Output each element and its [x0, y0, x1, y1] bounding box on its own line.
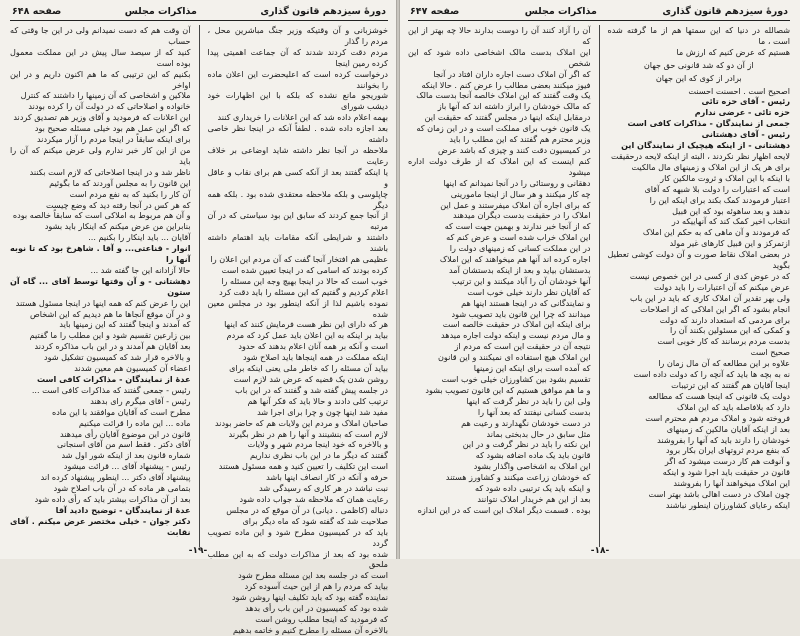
left-header-page-number: صفحه ۶۴۸: [12, 5, 62, 17]
text-line: که برای اجاره آن املاک میفرستند و عمل این: [440, 199, 591, 210]
text-line: این املاک به اشخاصی واگذار بشود: [473, 461, 591, 472]
text-line: کرده بودند که اسامی که در اینجا تعیین شده است: [221, 264, 388, 275]
text-line: با اینکه با این املاک و ثروت مالکین کار: [660, 172, 790, 183]
text-line: اصحیح است . احسنت احسنت: [688, 85, 790, 96]
text-line: چاپلوسی و بلکه ملاحظه معتقدی شده بود . بلکه همه دیگر: [207, 188, 388, 210]
text-line: است این تکلیف را تعیین کنید و همه مسئول هستند: [218, 461, 388, 472]
text-line: دهقانی و روستائی را در آنجا نمیدانم که اینها: [443, 177, 591, 188]
text-line: ولی این را باید در نظر گرفت که اینها: [466, 395, 591, 406]
text-line: بدستشان بیاید و بعد از اینکه بدستشان آمد: [449, 264, 591, 275]
text-line: رئیس - آقای میگرم رای بدهند: [90, 395, 191, 406]
text-line: و آن هم مربوط به املاکی است که سابقاً خالصه بوده: [12, 210, 191, 221]
text-line: روشن شدن یک قضیه که عرض شد لازم است: [233, 374, 388, 384]
text-line: که آقایان نظر دارند خیلی خوب است: [467, 286, 591, 297]
text-line: املاک را در حقیقت بدست دیگران میدهند: [452, 210, 591, 221]
text-line: رعایت همان که ملاحظه شد جواب داده شود: [239, 493, 388, 504]
text-line: ولی بهر تقدیر آن املاک کاری که باید در این باب: [630, 292, 790, 303]
text-line: شوریجو مانع نشده که بلکه با این اظهارات خود دیشب شورای: [207, 90, 388, 112]
text-line: برای اینکه سابقاً در اینجا مردم را آزار میکردند: [36, 134, 191, 145]
text-line: برای مردمی که استعداد دارند که دولت: [659, 314, 790, 325]
text-line: این املاک میخواهند آنها را بفروشند: [673, 478, 790, 489]
text-line: من از این کار خبر ندارم ولی عرض میکنم که آن را باید: [10, 144, 191, 166]
text-line: این نکته را باید در نظر گرفت و در این: [462, 439, 591, 450]
text-line: در جلسه پیش گفته شد و گفتند که در این باب: [235, 384, 388, 395]
right-header-session: دورهٔ سیزدهم قانون گذاری: [662, 5, 788, 17]
text-line: مثل سابق در حال بدبختی بماند: [486, 428, 591, 439]
text-line: که بنفع مردم ثروتهای ایران بکار برود: [665, 445, 790, 456]
text-line: هستیم که عرض کنیم که ارزش ما: [676, 46, 790, 57]
text-line: که آمدند و اینجا گفتند که این زمینها باید: [59, 319, 191, 330]
text-line: رئیس - جمعی گفتند که مذاکرات کافی است ...: [31, 384, 191, 395]
text-line: که اگر این عمل هم بود خیلی مسئله صحیح بود: [34, 123, 191, 134]
text-line: حالا آزادانه این جا گفته شد ...: [90, 264, 191, 275]
text-line: یک وقت گفتند که این املاک خالصه آنجا بدست مالک: [416, 90, 591, 101]
text-line: آن را آزاد کنند آن را دوست بدارند حالا چه بهتر از این که: [408, 25, 591, 46]
text-line: نه به بچه ها باید که آنچه را که دولت داده است: [633, 369, 790, 380]
speaker-line: حزه تائی - عرضی ندارم: [694, 107, 790, 118]
text-line: این قانون را به مجلس آوردند که ما بگوئیم: [49, 177, 191, 188]
text-line: و در آن موقع آنجاها ما هم دیدیم که این اشخاص: [29, 308, 191, 319]
speaker-line: رئیس - آقای دهشتانی: [701, 129, 790, 140]
verse-line: برادر از کوی که این جهان: [655, 72, 742, 83]
right-page-header: [408, 4, 790, 21]
text-line: آنها خودشان آن را آباد میکنند و این ترتیب: [452, 275, 591, 286]
left-header-session: دورهٔ سیزدهم قانون گذاری: [260, 5, 386, 17]
text-line: و مال مردم نیست و اینکه دولت اجاره میدهد: [441, 330, 591, 341]
text-line: شده بود که بعد از مذاکرات دولت که به این مطلب ملحق: [207, 548, 388, 570]
text-line: قانون در حقیقت باید اجرا شود و اینکه: [662, 467, 790, 478]
text-line: که خودشان زراعت میکنند و کشاورز هستند: [445, 472, 591, 483]
text-line: آن وقت هم که دست نمیدانم ولی در این جا وقتی که حساب: [10, 25, 191, 46]
text-line: دارد که بلافاصله باید که این املاک: [676, 401, 790, 412]
text-line: ترتیب کلی دادند و حالا باید که فکر آنها هم: [247, 395, 388, 406]
text-line: و آنوقت هم کار درست میشود که اگر: [664, 456, 790, 467]
text-line: اینکه رعایای کشاورزان اینطور نباشند: [665, 499, 790, 510]
text-line: تقسیم بشود بین کشاورزان خیلی خوب است: [441, 374, 591, 384]
text-line: نتیجه آن در حقیقت این است که مردم از: [454, 341, 591, 352]
text-line: بیاید که مردم را هم از این حیث آسوده کرد: [244, 581, 388, 592]
text-line: از آنجا جمع کردند که سابق این بود سیاستی که در آن مرتبه: [207, 210, 388, 232]
left-page-folio: -۱۹-: [188, 546, 208, 556]
text-line: که اگر آن املاک دست اجاره داران افتاد در آنجا: [433, 68, 591, 79]
right-page-left-column: [408, 25, 591, 547]
text-line: بعد آقایان هم آمدند و در این باب مذاکره کردند: [34, 341, 191, 352]
text-line: بوده . قسمت دیگر املاک این است که در این اندازه: [417, 504, 591, 515]
text-line: بیاید آن مسئله را که خاطر ملی یعنی اینکه برای: [229, 363, 388, 374]
text-line: که فرمودند و آن ماهی که به حکم این املاک: [642, 227, 790, 238]
text-line: مفید شد اینها چون و چرا برای اجرا شد: [257, 406, 388, 417]
speaker-line: دهشتانی - از اینکه هیچیک از نمایندگان این: [621, 140, 790, 151]
text-line: بعد از این هم خریدار املاک نتوانند: [477, 493, 591, 504]
text-line: خوب است که حالا در اینجا بهیچ وجه این مسئله را: [221, 275, 388, 286]
text-line: و بالاخره قرار شد که کمیسیون تشکیل شود: [43, 352, 191, 363]
text-line: چه کار میکنند و هر سال از اینجا مامورینی: [450, 188, 591, 199]
text-line: نماینده گفته بود که باید تکلیف اینها روشن شود: [231, 592, 388, 603]
text-line: دولت یک قانونی که اینجا هست که مطالعه: [648, 390, 790, 401]
text-line: اعتبار فرمودند کمک بکند برای اینکه این را: [649, 194, 790, 205]
text-line: داشتند و شرایطی آنکه مقامات باید اهتمام داشته باشند: [207, 232, 388, 254]
text-line: وزیر محترم هم گفتند که این مطلب را باید: [449, 134, 591, 145]
text-line: که هر کس در آنجا رفته دید که وضع چیست: [45, 199, 191, 210]
right-page-right-column: [608, 25, 791, 547]
text-line: صلاحیت شد که گفته شود که ماه دیگر برای: [242, 515, 388, 526]
column-divider: [199, 25, 200, 547]
text-line: بعد اجازه داده شده . لطفاً آنکه در اینجا نظر خاصی داشته: [207, 123, 388, 145]
text-line: هر که دارای این نظر هست فرمایش کنند که اینها: [224, 319, 388, 330]
left-page-left-column: [10, 25, 191, 547]
text-line: ملاحظه در آنجا نظر داشته شاید اوضاعی بر خلاف رعایت: [207, 144, 388, 166]
text-line: بتمامی هر ماده که در آن باب اصلاح شود: [53, 483, 191, 494]
text-line: بالاخره آن مسئله را مطرح کنیم و خاتمه بدهیم: [232, 624, 388, 635]
text-line: خانواده و اصلاحاتی که در دولت آن را کرده بودند: [28, 101, 191, 112]
text-line: صاحبان املاک و مردم این ولایات هم که حاضر بودند: [214, 417, 388, 428]
text-line: که مالک خودشان را ابراز داشته اند که آنها باز: [437, 101, 591, 112]
text-line: که آمده است برای اینکه این زمینها: [473, 363, 591, 374]
text-line: رئیس - پیشنهاد آقای ... قرائت میشود: [63, 461, 191, 472]
speaker-line: انوار - قناعتی... و آقا . شاهرخ بود که تا نوبه آنها را: [10, 243, 191, 265]
text-line: مطرح است که آقایان موافقند با این ماده: [51, 406, 191, 417]
speaker-line: دکتر جوان - خیلی مختصر عرض میکنم . آقای نقابت: [10, 515, 191, 537]
text-line: انتخاب اخیر کمک کند که آنهاییکه در: [671, 216, 790, 227]
text-line: و بالاخره که خود اینجا مردم شهر و ولایات: [247, 439, 388, 450]
text-line: قانون باید یک ماده اضافه بشود که: [475, 450, 591, 461]
right-page-folio: -۱۸-: [590, 546, 610, 556]
right-header-page-number: صفحه ۶۴۷: [410, 5, 460, 17]
text-line: بکنیم که این ترتیبی که ما هم اکنون داریم و در این اواخر: [10, 68, 191, 90]
column-divider: [599, 25, 600, 547]
text-line: برای اینکه این املاک در حقیقت خالصه است: [442, 319, 591, 330]
text-line: اعضاء آن کمیسیون هم معین شدند: [74, 363, 191, 374]
left-page-header: [10, 4, 388, 21]
text-line: قانون در این موضوع آقایان رأی میدهند: [60, 428, 191, 439]
text-line: مردم دقت کردند شدند که آن جماعت اهمیتی پیدا کرده رمین اینجا: [207, 46, 388, 68]
text-line: در این مملکت کسانی که زمینهای دولت را: [449, 243, 591, 254]
text-line: که از آنجا خبر ندارند و بهمین جهت است که: [444, 221, 591, 232]
text-line: که در عوض کدی از کسی در این خصوص نیست: [629, 270, 790, 281]
text-line: صحیح است: [750, 347, 790, 358]
speaker-line: دهشتانی - و آن وقتها توسط آقای ... گاه آن ستون: [10, 275, 191, 297]
text-line: انجام بشود که اگر این املاکی که از اصلاحات: [640, 303, 790, 314]
text-line: در کمیسیون دقت کنند و چیزی که باشد عرض: [438, 144, 591, 155]
text-line: عرض میکنم که آن اعتبارات را باید دولت: [653, 281, 790, 292]
text-line: و نمایندگانی که در اینجا هستند اینها هم: [461, 297, 591, 308]
text-line: یا اینکه گفتند بعد از آنکه کسی هم برای نقاب و عاقل و: [207, 166, 388, 188]
text-line: در بعضی املاک نقاط صورت و آن دولت کوشی تعطیل بگوید: [607, 249, 790, 271]
text-line: و کمکی که این مسئولین بکنند آن را: [670, 325, 790, 336]
text-line: پیشنهاد آقای دکتر ... اینطور پیشنهاد کرده اند: [40, 472, 191, 483]
text-line: بنابراین من عرض میکنم که اینکار باید بشود: [44, 221, 191, 232]
text-line: آقایان ... باید اینکار را بکنیم ...: [88, 232, 191, 243]
text-line: شده بود که کمیسیون در این باب رأی بدهد: [245, 603, 388, 614]
right-header-title: مذاکرات مجلس: [524, 5, 597, 17]
text-line: بیاید بر اینکه به این اعلان باید عمل کرد که مردم: [226, 330, 388, 341]
text-line: کنم اینست که این املاک که از طرف دولت اداره میشود: [408, 155, 591, 177]
text-line: میدانند که چرا این قانون باید تصویب شود: [451, 308, 591, 319]
text-line: درمقابل اینکه اینها در مجلس گفتند که حقیقت این: [424, 112, 591, 123]
text-line: شصالله در دنیا که این سمتها هم از ما گرفته شده است ، ما: [607, 25, 790, 46]
text-line: گفتند که دیگر ما در این باب نظری نداریم: [250, 450, 388, 461]
text-line: اعلام کردیم و گفتیم که این مسئله را باید دقت کرد: [219, 286, 388, 297]
text-line: این املاک هیچ استفاده ای نمیکنند و این قانون: [437, 352, 591, 363]
speaker-line: عدهٔ از نمایندگان - توضیح دادید آقا: [55, 504, 191, 515]
text-line: شماره قانون بعد از اینکه شور اول شد: [61, 450, 191, 461]
text-line: فیوز میکنند بعضی مطالب را عرض کنم . حالا اینکه: [421, 79, 591, 90]
text-line: نموده باشیم لذا از آنکه اینطور بود در مجلس معین شده: [207, 297, 388, 319]
text-line: که فرمودید که اینجا مطلب روشن است: [255, 613, 388, 624]
text-line: و ما هم موافق هستیم که این قانون تصویب بشود: [425, 384, 591, 395]
text-line: یک قانون خوب برای مملکت است و در این زمان که: [416, 123, 591, 134]
verse-line: از آن دو که شد قانونی حق جهان: [643, 59, 754, 70]
text-line: عظیمی هم افتخار آنجا گفت که آن مردم این اعلان را: [210, 254, 388, 265]
text-line: است که اعتبارات را دولت بلا شبهه که آقای: [644, 183, 790, 194]
text-line: خودشان را دارند باید که آنها را بفروشند: [657, 434, 790, 445]
text-line: ملاکین و اشخاصی که آن زمینها را داشتند که کنترل: [20, 90, 191, 101]
text-line: در دست خودشان نگهدارند و رعیت هم: [461, 417, 591, 428]
text-line: این اعلانات که فرمودید و آقای وزیر هم تصدیق کردند: [13, 112, 191, 123]
text-line: این املاک خراب شده است و عرض کنم که: [446, 232, 591, 243]
text-line: اجاره کرده اند آنها هم میخواهند که این املاک: [439, 254, 591, 265]
text-line: اینجا آقایان هم گفتند که این ترتیبات: [671, 380, 790, 390]
text-line: ازتمرکز و این قبیل کارهای غیر مولد: [669, 238, 790, 249]
text-line: لایحه اظهار نظر نکردند ، البته از اینکه لایحه درحقیقت: [610, 150, 790, 161]
right-page: [400, 0, 800, 559]
text-line: ندهند و بعد ساهوئه بود که این قبیل: [672, 205, 790, 216]
text-line: کنید که از سیصد سال پیش در این مملکت معمول بوده است: [10, 46, 191, 68]
text-line: فروخته شود و املاک مردم هم محترم است: [645, 412, 790, 423]
text-line: درخواست کرده است که اعلیحضرت این اعلان ماده را بخوانند: [207, 68, 388, 90]
text-line: ناظر شد و در اینجا اصلاحاتی که لازم است بکنند: [29, 166, 191, 177]
text-line: دنباله (کاظمی . دیانی) در آن موقع که در مجلس: [226, 504, 388, 515]
text-line: خوشزبانی و آن وقتیکه وزیر جنگ مباشرین محل ، مردم را گذار: [207, 25, 388, 46]
text-line: بین زارعین تقسیم شود و این مطلب را ما گفتیم: [29, 330, 191, 341]
text-line: علاوه بر این مطالعه که آن مال زمان را: [658, 358, 790, 369]
left-page-right-column: [207, 25, 389, 635]
left-header-title: مذاکرات مجلس: [124, 5, 197, 17]
text-line: بهمه اعلام داده شد که این اعلانات را خریداری کنند: [217, 112, 388, 123]
text-line: اینکه مملکت در همه اینجاها باید اصلاح شود: [242, 352, 388, 363]
text-line: این املاک بدست مالک اشخاصی داده شود که این شخص: [408, 46, 591, 68]
text-line: ماده ... این ماده را قرائت میکنیم: [78, 417, 191, 428]
text-line: آقای دکتر . فقط اسم من آقای اسنجانی: [56, 439, 191, 450]
text-line: این را عرض کنم که همه اینها در اینجا مسئول هستند: [15, 297, 191, 308]
speaker-line: عدهٔ از نمایندگان - مذاکرات کافی است: [36, 374, 191, 384]
speaker-line: جمعی از نمایندگان - مذاکرات کافی است: [627, 118, 790, 129]
text-line: بدست مردم برسانند که کار خوبی است: [657, 336, 790, 347]
text-line: نبت نباشد در هر کاری که رسیدگی شد: [259, 483, 388, 494]
text-line: است و آنکه بر همه آنان اعلام بدهند که حدود: [238, 341, 388, 352]
right-page-columns: [408, 25, 790, 547]
text-line: حرفه و آنکه در کار انصاف اینها باشد: [266, 472, 388, 483]
speaker-line: رئیس - آقای حزه تائی: [701, 96, 790, 107]
text-line: باید که در کمیسیون مطرح شود و این ماده تصویب گردد: [207, 526, 388, 548]
text-line: بعد از اینکه آقایان مالکین که زمینهای: [666, 423, 790, 434]
text-line: بعد از آن مذاکرات بیشتر باید که رأی داده شود: [34, 493, 191, 504]
text-line: برای هر یک از این املاک و زمینهای مال مالکیت: [631, 161, 790, 172]
text-line: لازم است که بنشینند و آنها را هم در نظر بگیرند: [228, 428, 388, 439]
text-line: است که در جلسه بعد این مسئله مطرح شود: [238, 570, 388, 581]
left-page: [0, 0, 396, 635]
text-line: آن کار را بکنید که به نفع مردم است: [69, 188, 191, 199]
text-line: بدست کسانی نیفتند که بعد آنها را: [477, 406, 591, 417]
text-line: چون املاک در دست اهالی باشد بهتر است: [648, 489, 790, 500]
text-line: و اینکه باید یک ترتیبی داده شود که: [475, 483, 591, 494]
